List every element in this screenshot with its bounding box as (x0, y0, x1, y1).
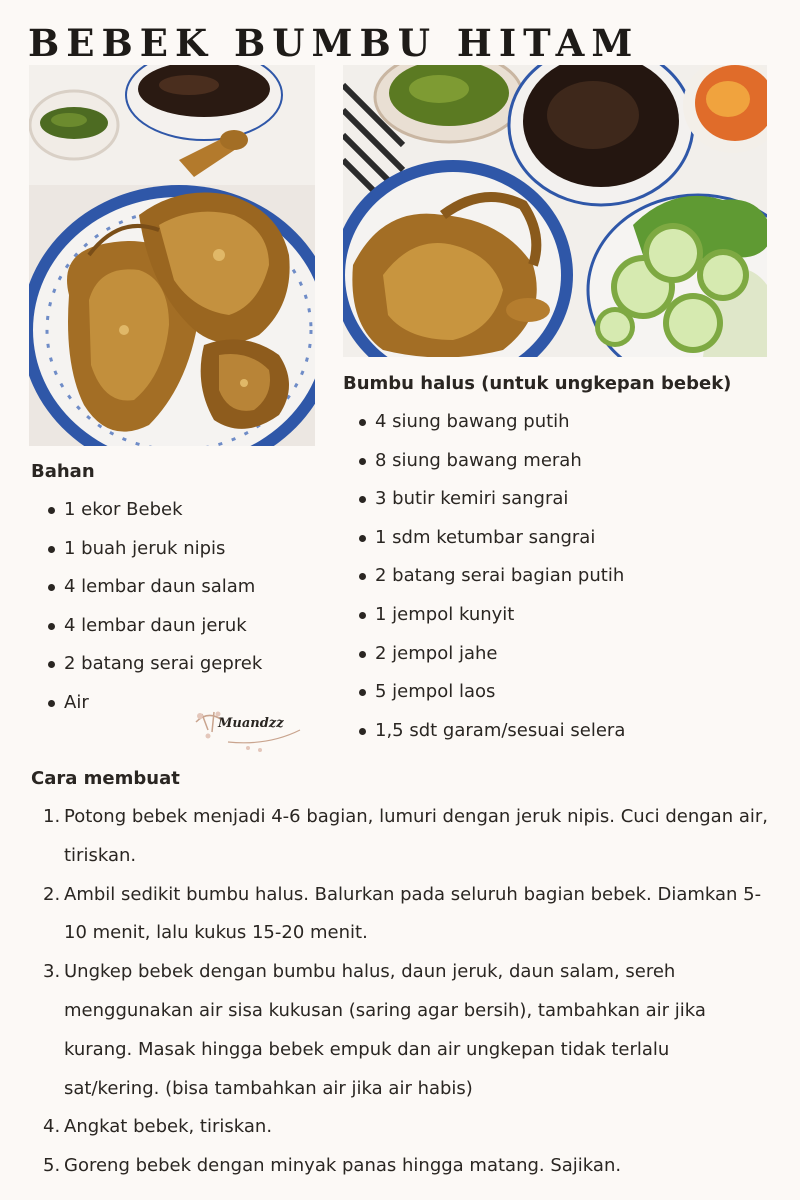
step-number: 1. (43, 806, 61, 827)
step-item (40, 876, 770, 954)
list-item: Air (46, 684, 262, 723)
step-number: 3. (43, 961, 61, 983)
step-item (40, 1108, 770, 1147)
step-number: 4. (43, 1116, 61, 1138)
recipe-title: BEBEK BUMBU HITAM (28, 21, 640, 65)
list-item: 8 siung bawang merah (357, 442, 625, 481)
spice-paste-heading: Bumbu halus (untuk ungkepan bebek) (343, 373, 732, 394)
signature-text: Muandzz (218, 716, 284, 731)
step-text: Ungkep bebek dengan bumbu halus, daun jeruk, daun salam, sereh menggunakan air sisa kukusan (saring agar bersih), tambahkan air jika kurang. Masak hingga bebek empuk dan air ungkepan tidak terlalu sat/kering. (bisa tambahkan air jika air habis) (64, 961, 706, 1099)
step-text: Ambil sedikit bumbu halus. Balurkan pada seluruh bagian bebek. Diamkan 5-10 menit, lalu kukus 15-20 menit. (64, 883, 762, 944)
method-steps (40, 798, 770, 1186)
serving-photo (343, 65, 767, 357)
list-item: 1 ekor Bebek (46, 491, 262, 530)
ingredients-list (46, 491, 262, 723)
list-item: 2 batang serai geprek (46, 645, 262, 684)
spice-paste-list (357, 403, 625, 750)
step-text: Goreng bebek dengan minyak panas hingga matang. Sajikan. (64, 1155, 622, 1177)
step-item (40, 1147, 770, 1186)
list-item: 4 lembar daun jeruk (46, 607, 262, 646)
list-item: 1 buah jeruk nipis (46, 530, 262, 569)
list-item: 3 butir kemiri sangrai (357, 480, 625, 519)
step-item (40, 798, 770, 876)
step-number: 2. (43, 883, 61, 905)
list-item: 4 lembar daun salam (46, 568, 262, 607)
step-item (40, 953, 770, 1108)
ingredients-heading: Bahan (31, 461, 95, 482)
list-item: 1 sdm ketumbar sangrai (357, 519, 625, 558)
list-item: 1 jempol kunyit (357, 596, 625, 635)
signature-logo (188, 702, 308, 756)
step-text: Angkat bebek, tiriskan. (64, 1116, 273, 1138)
list-item: 2 batang serai bagian putih (357, 557, 625, 596)
fried-duck-photo (29, 65, 315, 446)
list-item: 2 jempol jahe (357, 635, 625, 674)
list-item: 4 siung bawang putih (357, 403, 625, 442)
method-heading: Cara membuat (31, 768, 180, 789)
list-item: 1,5 sdt garam/sesuai selera (357, 712, 625, 751)
step-text: Potong bebek menjadi 4-6 bagian, lumuri dengan jeruk nipis. Cuci dengan air, tiriskan. (64, 806, 768, 866)
list-item: 5 jempol laos (357, 673, 625, 712)
step-number: 5. (43, 1155, 61, 1177)
